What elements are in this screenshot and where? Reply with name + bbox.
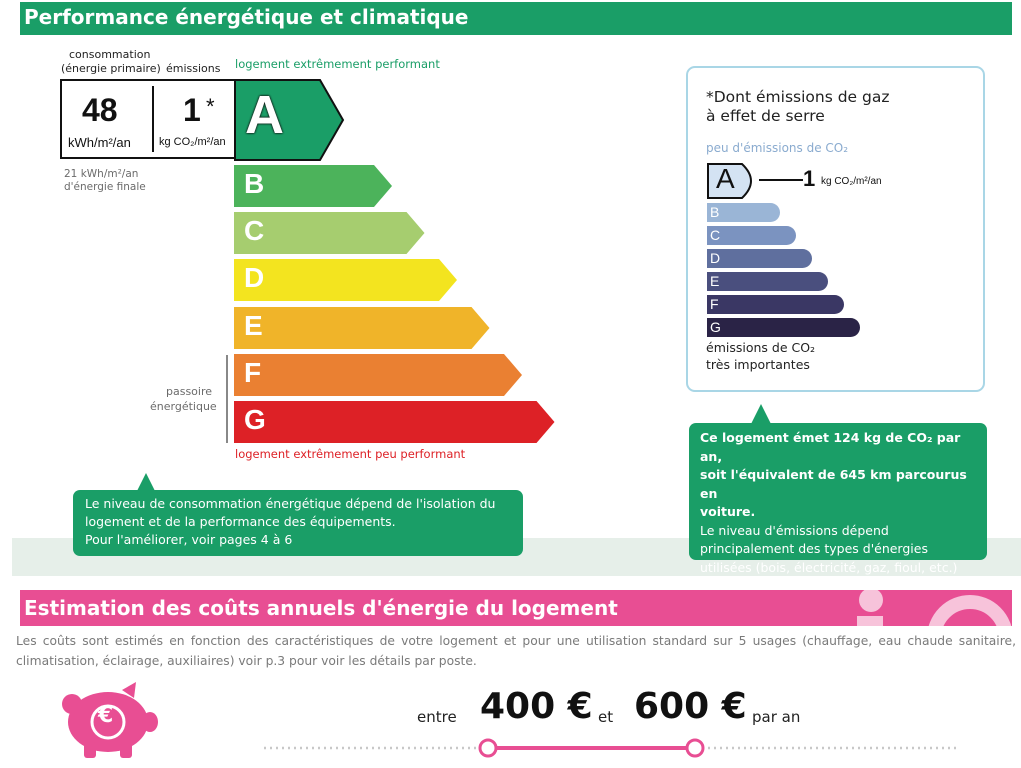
energy-bar-letter-f: F (244, 356, 262, 388)
per-year-label: par an (752, 708, 801, 726)
ghg-title-line2: à effet de serre (706, 107, 825, 125)
energy-bar-letter-e: E (244, 309, 263, 341)
ghg-pointer-line (759, 179, 803, 181)
cost-section-title: Estimation des coûts annuels d'énergie du logement (24, 596, 618, 620)
cost-low: 400 € (480, 686, 593, 727)
range-low-marker (480, 740, 496, 756)
ghg-high-label-2: très importantes (706, 357, 810, 372)
ghg-bar-letter-d: D (710, 250, 721, 266)
energy-bar-f (234, 354, 524, 396)
consumption-info-bubble (73, 490, 523, 556)
primary-energy-label: (énergie primaire) (61, 62, 161, 75)
consumption-value: 48 (82, 92, 118, 128)
ghg-bar-f (707, 295, 844, 314)
section-title: Performance énergétique et climatique (24, 5, 469, 29)
ghg-bubble-pointer (751, 404, 771, 424)
info-line-3: Pour l'améliorer, voir pages 4 à 6 (85, 532, 293, 547)
between-label: entre (417, 708, 457, 726)
ghg-info-bold-1: Ce logement émet 124 kg de CO₂ par an, (700, 430, 961, 464)
emissions-value: 1 (183, 92, 201, 128)
energy-bar-letter-c: C (244, 215, 265, 247)
energy-bar-g (234, 401, 557, 443)
piggy-euro-symbol: € (98, 703, 114, 728)
final-energy-value: 21 kWh/m²/an (64, 168, 139, 180)
bubble-pointer (137, 473, 155, 491)
ghg-bar-letter-b: B (710, 204, 720, 220)
emissions-label: émissions (166, 62, 221, 75)
energy-bar-e (234, 307, 492, 349)
ghg-bar-g (707, 318, 860, 337)
decorative-graphic (835, 590, 1012, 626)
ghg-high-label-1: émissions de CO₂ (706, 340, 816, 355)
ghg-value: 1 (803, 166, 816, 191)
ghg-info-bold-3: voiture. (700, 504, 756, 519)
ghg-bar-d (707, 249, 812, 268)
ghg-title-line1: *Dont émissions de gaz (706, 88, 890, 106)
energy-bar-d (234, 259, 459, 301)
range-high-marker (687, 740, 703, 756)
ghg-unit: kg CO₂/m²/an (821, 176, 882, 187)
passoire-label-2: énergétique (150, 400, 217, 413)
ghg-bar-letter-g: G (710, 319, 721, 335)
ghg-current-class-letter: A (716, 163, 735, 194)
ghg-info-bubble (689, 423, 987, 575)
ghg-bar-e (707, 272, 828, 291)
final-energy-label: d'énergie finale (64, 181, 146, 193)
passoire-bracket (226, 355, 228, 443)
emissions-asterisk: * (206, 94, 215, 119)
cost-range-indicator (262, 736, 962, 760)
energy-bar-letter-g: G (244, 404, 266, 435)
current-class-letter: A (245, 85, 284, 145)
ghg-info-line-4: Le niveau d'émissions dépend (700, 522, 889, 538)
ghg-current-class-badge (706, 162, 766, 200)
cost-high: 600 € (634, 686, 747, 727)
ghg-low-label: peu d'émissions de CO₂ (706, 141, 849, 155)
info-line-2: logement et de la performance des équipements. (85, 514, 396, 529)
ghg-bar-letter-e: E (710, 273, 720, 289)
energy-bar-letter-d: D (244, 262, 265, 294)
ghg-bar-letter-c: C (710, 227, 721, 243)
cost-description: Les coûts sont estimés en fonction des caractéristiques de votre logement et pour une utilisation standard sur 5 usages (chauffage, eau chaude sanitaire, climatisation, éclairage, auxiliaires) voir p.3 pour voir les détails par poste. (16, 634, 1016, 668)
ghg-info-line-6: utilisées (bois, électricité, gaz, fioul, etc.) (700, 559, 958, 575)
ghg-bar-c (707, 226, 796, 245)
passoire-label: passoire (166, 385, 213, 398)
ghg-info-bold-2: soit l'équivalent de 645 km parcourus en (700, 467, 967, 501)
bottom-performance-label: logement extrêmement peu performant (235, 447, 466, 461)
emissions-unit: kg CO₂/m²/an (159, 136, 226, 148)
consumption-label: consommation (69, 48, 151, 61)
box-divider (152, 86, 154, 152)
info-line-1: Le niveau de consommation énergétique dépend de l'isolation du (85, 496, 496, 511)
top-performance-label: logement extrêmement performant (235, 57, 440, 71)
ghg-bar-letter-f: F (710, 296, 719, 312)
ghg-info-line-5: principalement des types d'énergies (700, 541, 928, 556)
and-label: et (598, 708, 614, 726)
energy-bar-letter-b: B (244, 168, 265, 199)
consumption-unit: kWh/m²/an (68, 135, 131, 150)
